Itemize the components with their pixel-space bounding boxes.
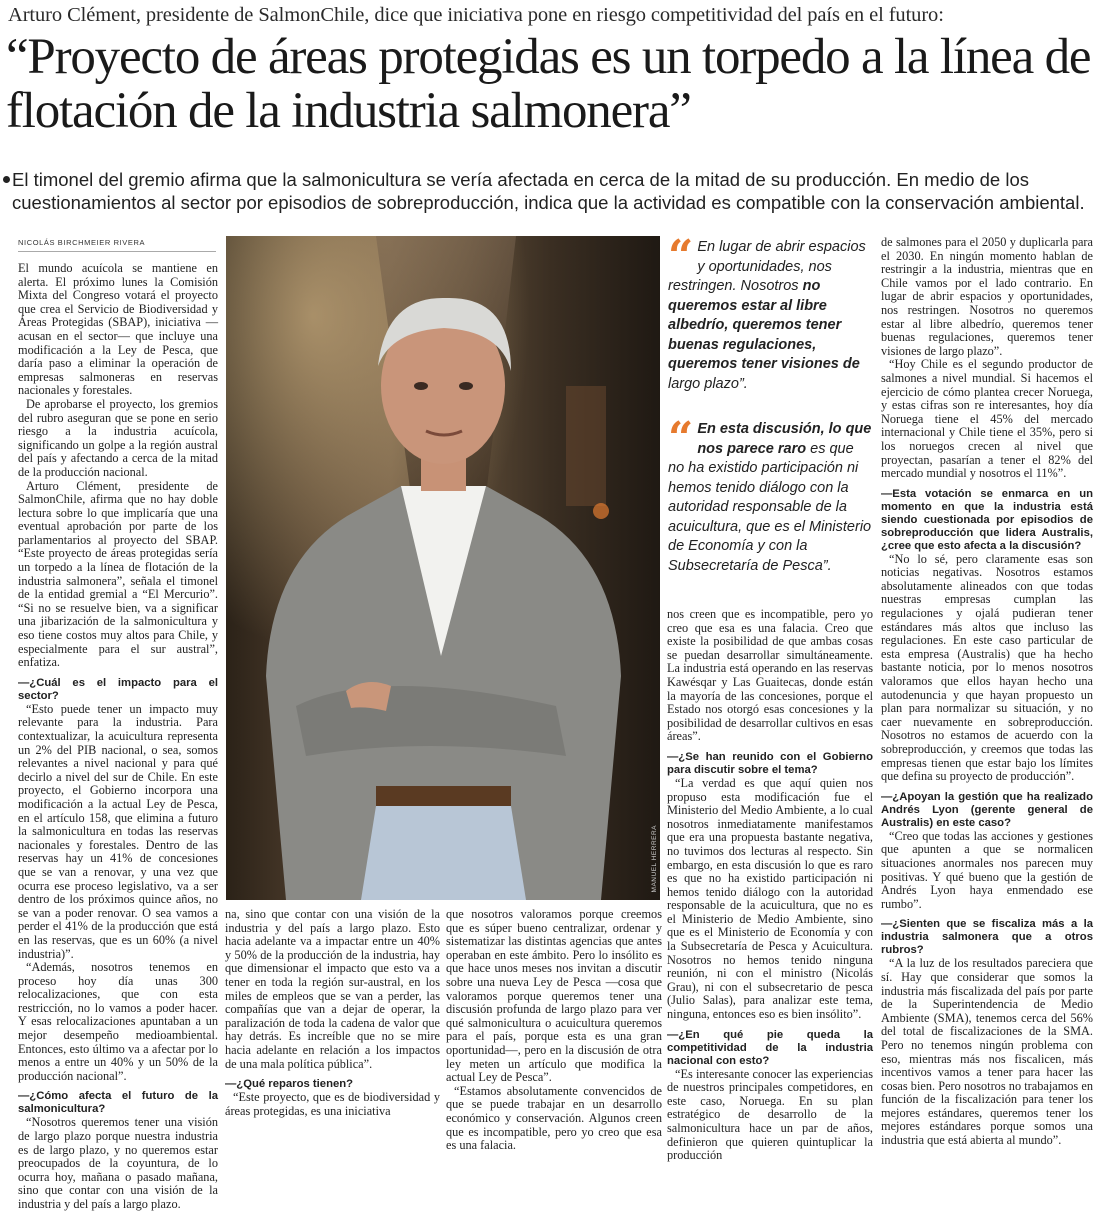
byline-divider — [18, 251, 216, 252]
paragraph: “Es interesante conocer las experiencias de nuestros principales competidores, en este caso, Noruega. En su plan estratégico de desarrollo de la salmonicultura hace un par de años, definieron que quieren quintuplicar la producción — [667, 1066, 873, 1163]
paragraph: Arturo Clément, presidente de SalmonChile, afirma que no hay doble lectura sobre lo que implicaría que una eventual aprobación por parte de los parlamentarios al proyecto del SBAP. “Este proyecto de áreas protegidas sería un torpedo a la línea de flotación de la industria salmonera”, señala el timonel de la entidad gremial a “El Mercurio”. “Si no se resuelve bien, va a significar una jibarización de la salmonicultura y eso tiene costos muy altos para Chile, y especialmente para el sur austral”, enfatiza. — [18, 478, 218, 670]
paragraph: que nosotros valoramos porque creemos que es súper bueno centralizar, ordenar y sistematizar las distintas agencias que antes operaban en este ámbito. Pero lo insólito es que hace unos meses nos invitan a discutir sobre una nueva Ley de Pesca —cosa que valoramos porque queremos tener una discusión profunda de largo plazo para ver qué salmonicultura o acuicultura queremos para el país, porque esta es una gran oportunidad—, pero en la discusión de otra ley meten un artículo que modifica la actual Ley de Pesca”. — [446, 907, 662, 1085]
question: —¿En qué pie queda la competitividad de la industria nacional con esto? — [667, 1028, 873, 1067]
quote-mark-icon: “ — [668, 231, 694, 282]
question: —¿Se han reunido con el Gobierno para discutir sobre el tema? — [667, 750, 873, 776]
headline: “Proyecto de áreas protegidas es un torpedo a la línea de flotación de la industria salmonera” — [6, 29, 1091, 139]
paragraph: “Este proyecto, que es de biodiversidad y áreas protegidas, es una iniciativa — [225, 1090, 440, 1118]
pull-quote-bold: En esta discusión, lo que nos parece raro — [697, 421, 872, 457]
pull-quote-text: ”. — [738, 375, 748, 392]
pull-quote-text: ”. — [822, 557, 832, 574]
pull-quote-text: es que no ha existido participación ni hemos tenido diálogo con la autoridad responsable de la acuicultura, que es el Ministerio de Economía y con la Subsecretaría de Pesca — [668, 440, 872, 574]
paragraph: De aprobarse el proyecto, los gremios del rubro aseguran que se pone en serio riesgo a la industria acuícola, significando un golpe a la región austral del país y afectando a cerca de la mitad de la producción nacional. — [18, 396, 218, 479]
column-3 — [446, 907, 662, 1153]
question: —¿Cómo afecta el futuro de la salmonicultura? — [18, 1090, 218, 1116]
column-1 — [18, 261, 218, 1211]
column-2 — [225, 908, 440, 1144]
paragraph: “Estamos absolutamente convencidos de que se puede trabajar en un desarrollo económico y conservación. Algunos creen que es incompatible, pero yo creo que esa es una falacia. — [446, 1083, 662, 1153]
column-3b — [667, 607, 873, 1163]
paragraph: “Nosotros queremos tener una visión de largo plazo porque nuestra industria es de largo plazo, y no queremos estar preocupados de la coyuntura, de lo ocurra hoy, mañana o pasado mañana, sino que contar con una visión de la industria y del país a largo plazo. — [18, 1115, 218, 1211]
question: —¿Cuál es el impacto para el sector? — [18, 676, 218, 702]
column-4 — [881, 235, 1093, 1148]
byline: NICOLÁS BIRCHMEIER RIVERA — [18, 238, 146, 247]
paragraph: “No lo sé, pero claramente esas son noticias negativas. Nosotros estamos absolutamente alineados con que todas nuestras empresas cumplan las regulaciones y ojalá pudieran tener estándares más altos que incluso las regulaciones. En este caso particular de esta empresa (Australis) que ha hecho bastante noticia, por lo menos nosotros valoramos que ellos hayan hecho una autodenuncia y que hayan propuesto un plan para normalizar su situación, y no caer nuevamente en sobreproducción. Nosotros no estamos de acuerdo con la sobreproducción, y creemos que todas las empresas tienen que estar bajo los límites que defina su proyecto de producción”. — [881, 551, 1093, 784]
portrait-photo — [226, 236, 660, 900]
paragraph: “Esto puede tener un impacto muy relevante para la industria. Para contextualizar, la acuicultura representa un 2% del PIB nacional, o sea, somos relevantes a nivel nacional y para qué decirlo a nivel del sur de Chile. En este proyecto, el Gobierno incorpora una modificación a la actual Ley de Pesca, en el artículo 158, que elimina a futuro la salmonicultura en todas las reservas nacionales y forestales. Dentro de las reservas hay un 41% de concesiones que se van a renovar, y una vez que ocurra ese proceso legislativo, va a ser dentro de los próximos quince años, no se van a poder renovar. O sea vamos a perder el 41% de la producción que está en las reservas, que es un 60% (a nivel industria)”. — [18, 701, 218, 961]
photo-credit: MANUEL HERRERA — [651, 824, 658, 892]
paragraph: nos creen que es incompatible, pero yo creo que esa es una falacia. Creo que existe la posibilidad de que ambas cosas se puedan desarrollar simultáneamente. La industria está operando en las reservas Kawésqar y Las Guaitecas, donde están la mayoría de las concesiones, porque el Estado nos otorgó esas concesiones y la posibilidad de desarrollar cultivos en esas áreas”. — [667, 607, 873, 744]
pull-quote-bold: no queremos estar al libre albedrío, queremos tener buenas regulaciones, queremos tener visiones de — [668, 278, 860, 372]
pull-quote-1 — [668, 231, 873, 394]
paragraph: “Hoy Chile es el segundo productor de salmones a nivel mundial. Si hacemos el ejercicio de cómo plantea crecer Noruega, y estas cifras son re interesantes, hoy día Noruega tiene el 45% del mercado internacional y Chile tiene el 35%, pero si los noruegos crecen al nivel que proyectan, pasarían a tener el 82% del mercado mundial y nosotros el 11%”. — [881, 357, 1093, 481]
bullet-icon — [3, 176, 10, 183]
question: —Esta votación se enmarca en un momento en que la industria está siendo cuestionada por episodios de sobreproducción que lidera Australis, ¿cree que esto afecta a la discusión? — [881, 487, 1093, 552]
paragraph: de salmones para el 2050 y duplicarla para el 2030. En ningún momento hablan de restringir a la industria, mientras que en Chile vamos por el lado contrario. En lugar de abrir espacios y oportunidades, nos restringen. Nosotros no queremos estar al libre albedrío, queremos tener buenas regulaciones, queremos tener visiones de largo plazo”. — [881, 235, 1093, 358]
pull-quote-text: En lugar de abrir espacios y oportunidades, nos restringen. Nosotros — [668, 239, 866, 294]
question: —¿Apoyan la gestión que ha realizado Andrés Lyon (gerente general de Australis) en este caso? — [881, 790, 1093, 829]
pull-quote-2 — [668, 413, 873, 576]
question: —¿Sienten que se fiscaliza más a la industria salmonera que a otros rubros? — [881, 918, 1093, 957]
paragraph: “La verdad es que aquí quien nos propuso esta modificación fue el Ministerio del Medio Ambiente, a lo cual nosotros inmediatamente manifestamos que era una propuesta bastante negativa, no tuvimos dos lecturas al respecto. Sin embargo, en esta discusión lo que es raro es que no ha existido participación ni hemos tenido diálogo con la autoridad responsable de la acuicultura, que no es el Ministerio de Medio Ambiente, sino que es el Ministerio de Economía y con la Subsecretaría de Pesca y Acuicultura. Nosotros no hemos tenido ninguna reunión, ni con el ministro (Nicolás Grau), ni con el subsecretario de pesca (Julio Salas), para analizar este tema, ninguna, entonces eso es bien insólito”. — [667, 775, 873, 1022]
kicker: Arturo Clément, presidente de SalmonChile, dice que iniciativa pone en riesgo competitividad del país en el futuro: — [8, 4, 944, 26]
quote-mark-icon: “ — [668, 413, 694, 464]
pull-quote-text: largo plazo — [668, 375, 739, 392]
paragraph: na, sino que contar con una visión de la industria y del país a largo plazo. Esto hacia adelante va a impactar entre un 40% y 50% de la producción de la industria, hay que dimensionar el impacto que esto va a tener en toda la región sur-austral, en los miles de empleos que se van a perder, las compañías que van a dejar de operar, la paralización de toda la cadena de valor que hay detrás. Es increíble que no se mire hacia adelante en relación a los impactos de una mala política pública”. — [225, 907, 440, 1071]
paragraph: “Además, nosotros tenemos en proceso hoy día unas 300 relocalizaciones, que con esta restricción, no lo vamos a poder hacer. Y esas relocalizaciones apuntaban a un mejor desempeño medioambiental. Entonces, esto último va a afectar por lo menos a entre un 40% y un 50% de la producción nacional”. — [18, 960, 218, 1083]
paragraph: “Creo que todas las acciones y gestiones que apunten a que se normalicen situaciones anormales nos parecen muy positivas. Y qué bueno que la gestión de Andrés Lyon haya enmendado ese rumbo”. — [881, 828, 1093, 911]
paragraph: El mundo acuícola se mantiene en alerta. El próximo lunes la Comisión Mixta del Congreso votará el proyecto que crea el Servicio de Biodiversidad y Áreas Protegidas (SBAP), iniciativa —acusan en el sector— que incluye una modificación a la Ley de Pesca, que daría paso a eliminar la operación de empresas salmoneras en reservas nacionales y forestales. — [18, 261, 218, 398]
dek: El timonel del gremio afirma que la salmonicultura se vería afectada en cerca de la mitad de su producción. En medio de los cuestionamientos al sector por episodios de sobreproducción, indica que la actividad es compatible con la conservación ambiental. — [12, 169, 1085, 213]
paragraph: “A la luz de los resultados pareciera que sí. Hay que considerar que somos la industria más fiscalizada del país por parte de la Superintendencia de Medio Ambiente (SMA), tenemos cerca del 56% del total de fiscalizaciones de la SMA. Pero no tenemos ningún problema con eso, mientras más nos fiscalicen, más incentivos vamos a tener para hacer las cosas bien. Pero nosotros no trabajamos en función de la fiscalización para tener los mejores estándares, queremos tener los mejores estándares porque somos una industria que está abierta al mundo”. — [881, 956, 1093, 1148]
portrait-illustration — [226, 236, 660, 900]
question: —¿Qué reparos tienen? — [225, 1078, 354, 1091]
